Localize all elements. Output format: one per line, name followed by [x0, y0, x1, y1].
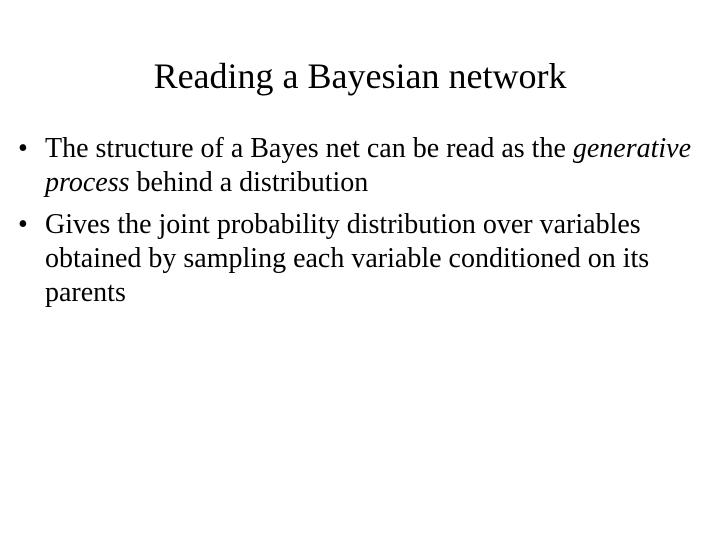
bullet-text-2 — [45, 209, 649, 308]
bullet-2-text-start: Gives the joint probability distribution over variables obtained by sampling each variable conditioned on its parents — [45, 209, 650, 308]
bullet-icon: • — [18, 209, 28, 240]
bullet-item-1 — [18, 132, 708, 200]
bullet-text-1 — [45, 133, 691, 198]
bullet-1-emphasis: generative process — [45, 133, 692, 198]
slide-title: Reading a Bayesian network — [153, 56, 567, 96]
bullet-1-text-end: behind a distribution — [129, 167, 369, 198]
bullet-icon: • — [18, 133, 28, 164]
bullet-item-2 — [18, 208, 708, 310]
bullet-list — [18, 132, 708, 318]
bullet-1-text-start: The structure of a Bayes net can be read as the — [45, 133, 573, 164]
